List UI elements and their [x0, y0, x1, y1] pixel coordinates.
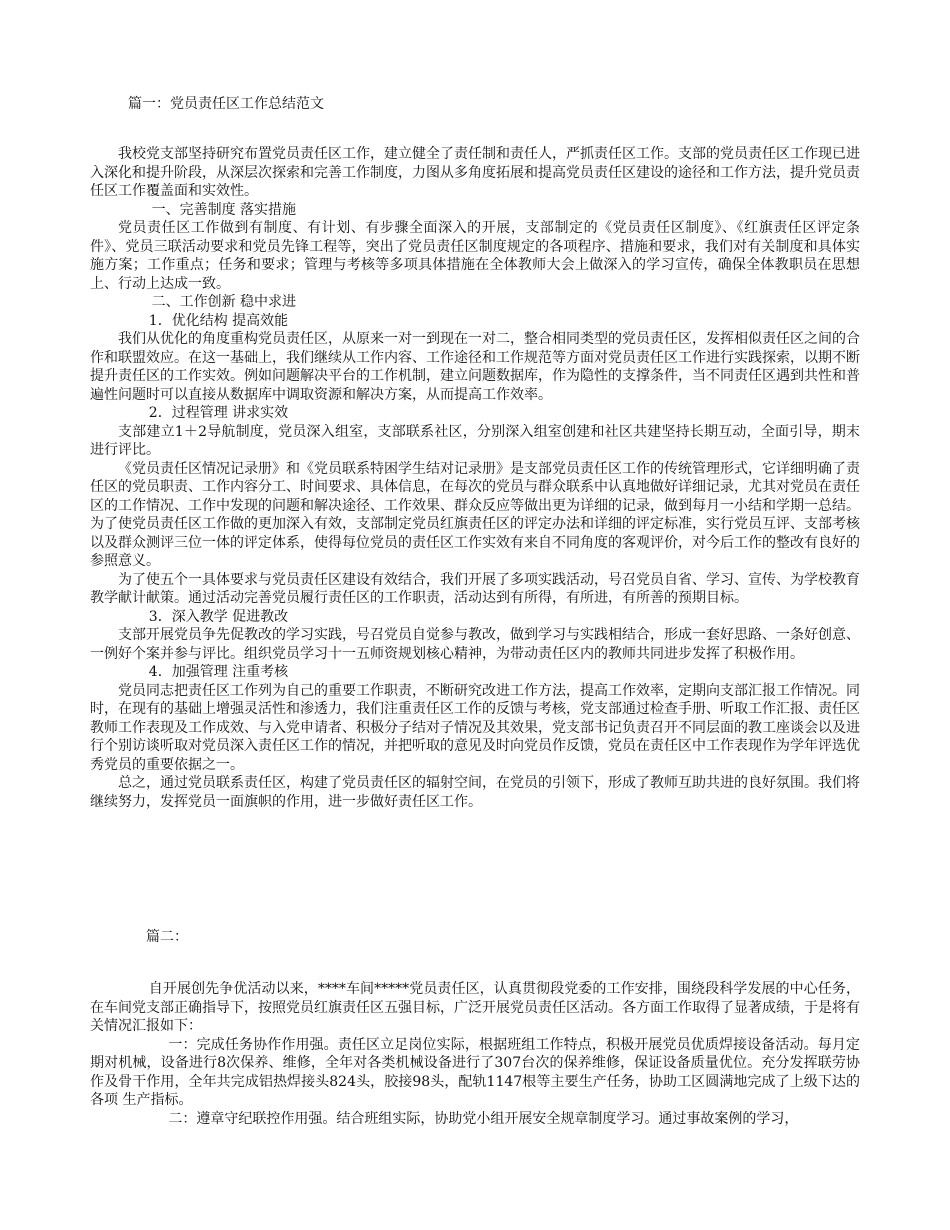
section-2-body: [90, 980, 860, 1128]
subsection-heading: 4．加强管理 注重考核: [148, 664, 289, 680]
paragraph: 为了使五个一具体要求与党员责任区建设有效结合，我们开展了多项实践活动，号召党员自省、学习、宣传、为学校教育教学献计献策。通过活动完善党员履行责任区的工作职责，活动达到有所得，有所进，有所善的预期目标。: [90, 571, 860, 606]
paragraph: 《党员责任区情况记录册》和《党员联系特困学生结对记录册》是支部党员责任区工作的传统管理形式，它详细明确了责任区的党员职责、工作内容分工、时间要求、具体信息，在每次的党员与群众联系中认真地做好详细记录，尤其对党员在责任区的工作情况、工作中发现的问题和解决途径、工作效果、群众反应等做出更为详细的记录，做到每月一小结和学期一总结。为了使党员责任区工作做的更加深入有效，支部制定党员红旗责任区的评定办法和详细的评定标准，实行党员互评、支部考核以及群众测评三位一体的评定体系，使得每位党员的责任区工作实效有来自不同角度的客观评价，对今后工作的整改有良好的参照意义。: [90, 460, 860, 569]
paragraph: 我们从优化的角度重构党员责任区，从原来一对一到现在一对二，整合相同类型的党员责任区，发挥相似责任区之间的合作和联盟效应。在这一基础上，我们继续从工作内容、工作途径和工作规范等方面对党员责任区工作进行实践探索，以期不断提升责任区的工作实效。例如问题解决平台的工作机制，建立问题数据库，作为隐性的支撑条件，当不同责任区遇到共性和普遍性问题时可以直接从数据库中调取资源和解决方案，从而提高工作效率。: [90, 331, 860, 403]
paragraph: 二：遵章守纪联控作用强。结合班组实际，协助党小组开展安全规章制度学习。通过事故案例的学习，: [168, 1110, 799, 1127]
paragraph: 自开展创先争优活动以来，****车间*****党员责任区，认真贯彻段党委的工作安排，围绕段科学发展的中心任务，在车间党支部正确指导下，按照党员红旗责任区五强目标，广泛开展党员责任区活动。各方面工作取得了显著成绩，于是将有关情况汇报如下：: [90, 981, 860, 1034]
section-2-title: 篇二：: [146, 929, 188, 945]
paragraph: 支部建立1＋2导航制度，党员深入组室，支部联系社区，分别深入组室创建和社区共建坚持长期互动，全面引导，期末进行评比。: [90, 423, 860, 458]
subsection-heading: 2．过程管理 讲求实效: [148, 405, 289, 421]
section-heading: 一、完善制度 落实措施: [151, 201, 297, 218]
paragraph: 党员责任区工作做到有制度、有计划、有步骤全面深入的开展，支部制定的《党员责任区制度》、《红旗责任区评定条件》、党员三联活动要求和党员先锋工程等，突出了党员责任区制度规定的各项程序、措施和要求，我们对有关制度和具体实施方案；工作重点；任务和要求；管理与考核等多项具体措施在全体教师大会上做深入的学习宣传，确保全体教职员在思想上、行动上达成一致。: [90, 220, 860, 292]
subsection-heading: 3．深入教学 促进教改: [148, 608, 289, 625]
paragraph: 支部开展党员争先促教改的学习实践，号召党员自觉参与教改，做到学习与实践相结合，形成一套好思路、一条好创意、一例好个案并参与评比。组织党员学习十一五师资规划核心精神，为带动责任区内的教师共同进步发挥了积极作用。: [90, 627, 860, 662]
section-1-body: [90, 145, 860, 811]
paragraph: 我校党支部坚持研究布置党员责任区工作，建立健全了责任制和责任人，严抓责任区工作。支部的党员责任区工作现已进入深化和提升阶段，从深层次探索和完善工作制度，力图从多角度拓展和提高党员责任区建设的途径和工作方法，提升党员责任区工作覆盖面和实效性。: [90, 146, 860, 199]
section-heading: 二、工作创新 稳中求进: [151, 294, 297, 310]
section-1-title: 篇一：党员责任区工作总结范文: [128, 96, 324, 112]
subsection-heading: 1．优化结构 提高效能: [148, 312, 289, 329]
paragraph: 总之，通过党员联系责任区，构建了党员责任区的辐射空间，在党员的引领下，形成了教师互助共进的良好氛围。我们将继续努力，发挥党员一面旗帜的作用，进一步做好责任区工作。: [90, 775, 860, 810]
paragraph: 一：完成任务协作作用强。责任区立足岗位实际，根据班组工作特点，积极开展党员优质焊接设备活动。每月定期对机械，设备进行8次保养、维修，全年对各类机械设备进行了307台次的保养维修，保证设备质量优位。充分发挥联劳协作及骨干作用，全年共完成铝热焊接头824头，胶接98头，配轨1147根等主要生产任务，协助工区圆满地完成了上级下达的各项 生产指标。: [90, 1036, 860, 1108]
paragraph: 党员同志把责任区工作列为自己的重要工作职责，不断研究改进工作方法，提高工作效率，定期向支部汇报工作情况。同时，在现有的基础上增强灵活性和渗透力，我们注重责任区工作的反馈与考核，党支部通过检查手册、听取工作汇报、责任区教师工作表现及工作成效、与入党申请者、积极分子结对子情况及其效果，党支部书记负责召开不同层面的教工座谈会以及进行个别访谈听取对党员深入责任区工作的情况，并把听取的意见及时向党员作反馈，党员在责任区中工作表现作为学年评选优秀党员的重要依据之一。: [90, 682, 860, 773]
